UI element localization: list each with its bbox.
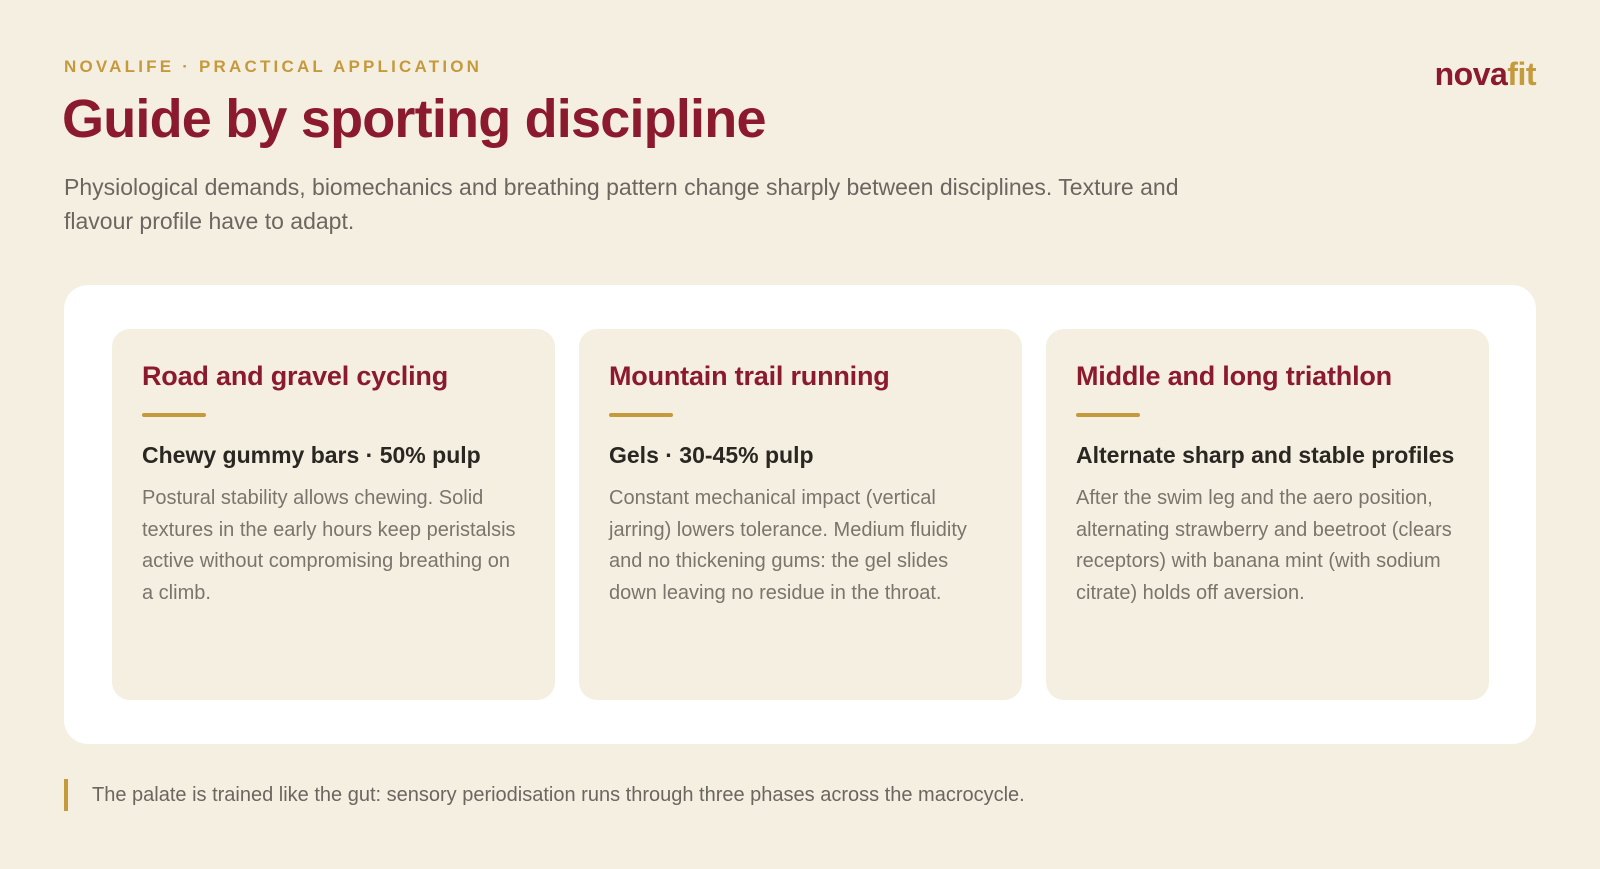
card-subtitle: Alternate sharp and stable profiles [1076, 442, 1455, 468]
card-title: Road and gravel cycling [142, 361, 448, 391]
card-subtitle: Gels · 30-45% pulp [609, 442, 814, 468]
brand-logo-part-fit: fit [1507, 56, 1536, 92]
page-title: Guide by sporting discipline [62, 89, 766, 149]
disciplines-panel [64, 285, 1536, 744]
card-divider [1076, 413, 1140, 417]
discipline-cards [112, 329, 1489, 700]
card-trail-running [579, 329, 1022, 700]
card-cycling [112, 329, 555, 700]
card-title: Middle and long triathlon [1076, 361, 1392, 391]
card-body: Constant mechanical impact (vertical jarring) lowers tolerance. Medium fluidity and no thickening gums: the gel slides down leaving no residue in the throat. [609, 487, 967, 604]
card-title: Mountain trail running [609, 361, 890, 391]
card-divider [609, 413, 673, 417]
brand-logo-part-nova: nova [1434, 56, 1508, 92]
card-body: Postural stability allows chewing. Solid textures in the early hours keep peristalsis active without compromising breathing on a climb. [142, 487, 516, 604]
eyebrow-label: NOVALIFE · PRACTICAL APPLICATION [64, 57, 483, 76]
brand-logo [1435, 56, 1536, 93]
page-subtitle: Physiological demands, biomechanics and breathing pattern change sharply between disciplines. Texture and flavour profile have to adapt. [64, 174, 1179, 234]
card-subtitle: Chewy gummy bars · 50% pulp [142, 442, 481, 468]
card-divider [142, 413, 206, 417]
footer-note: The palate is trained like the gut: sensory periodisation runs through three phases across the macrocycle. [64, 779, 1025, 811]
card-body: After the swim leg and the aero position, alternating strawberry and beetroot (clears receptors) with banana mint (with sodium citrate) holds off aversion. [1076, 487, 1452, 604]
card-triathlon [1046, 329, 1489, 700]
